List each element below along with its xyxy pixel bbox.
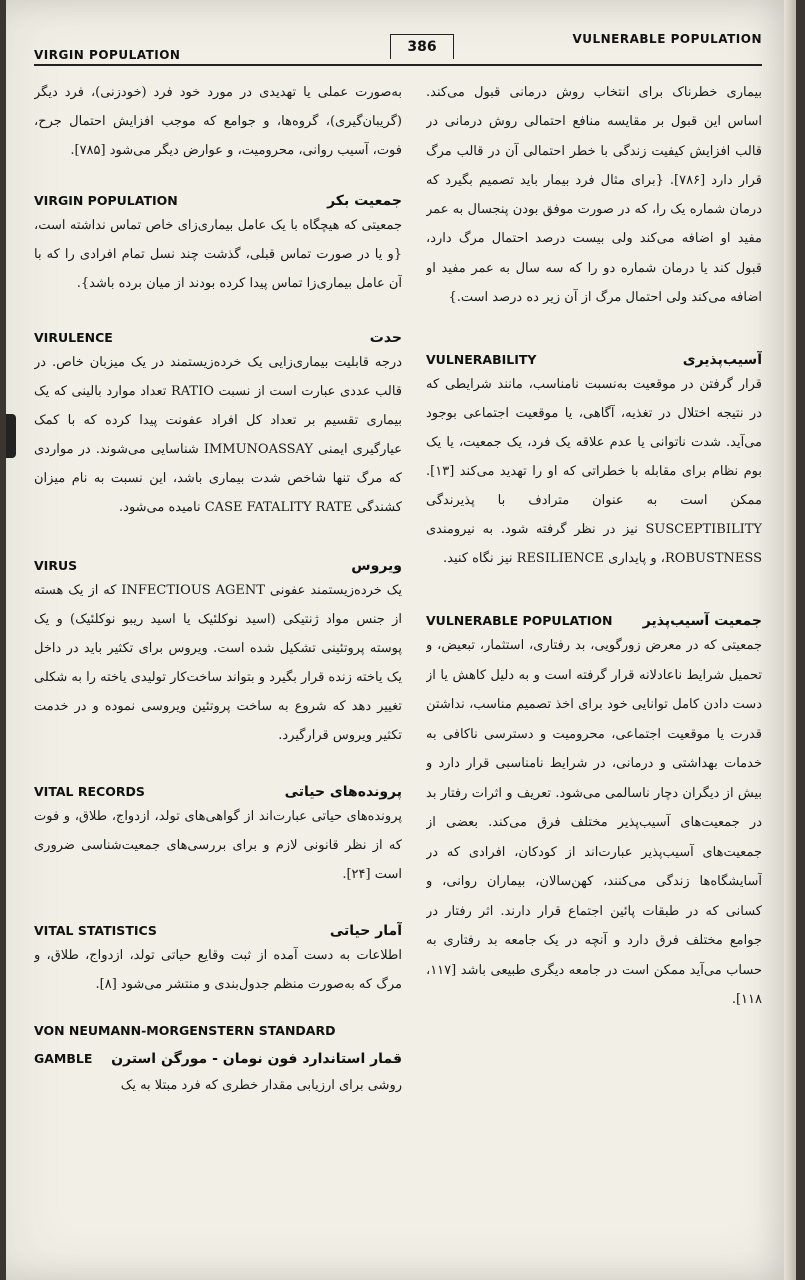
page-edge [784,0,796,1280]
left-column [34,78,402,1258]
running-header [34,30,762,66]
entry-virgin-population [34,183,402,298]
entry-body: اطلاعات به دست آمده از ثبت وقایع حیاتی تولد، ازدواج، طلاق، و مرگ که به‌صورت منظم جدول‌بندی و منتشر می‌شود [۸]. [34,948,402,992]
entry-vital-records [34,774,402,889]
entry-vulnerable-population [426,603,762,1015]
entry-heading [34,548,402,576]
entry-vital-statistics [34,913,402,999]
entry-von-neumann-morgenstern [34,1019,402,1100]
persian-term: آسیب‌پذیری [682,352,762,369]
book-page [6,0,796,1280]
english-term: VIRULENCE [34,330,113,345]
continuation-text: بیماری خطرناک برای انتخاب روش درمانی قبول می‌کند. اساس این قبول بر مقایسه منافع احتمالی روش درمانی در قالب افزایش کیفیت زندگی با خطر احتمالی آن در قالب مرگ قرار دارد [۷۸۶]. {برای مثال فرد بیمار باید تصمیم بگیرد که درمان شماره یک را، که در صورت موفق بودن پنجسال به عمر مفید او اضافه می‌کند ولی بیست درصد احتمال مرگ دارد، قبول کند یا درمان شماره دو را که سه سال به عمر مفید او اضافه می‌کند ولی احتمال مرگ از آن زیر ده درصد است.} [426,85,762,306]
english-term: VIRUS [34,558,78,573]
persian-term: ویروس [351,558,402,574]
entry-body: جمعیتی که هیچگاه با یک عامل بیماری‌زای خاص تماس نداشته است، {و یا در صورت تماس قبلی، گذشت چند نسل تمام افرادی را که با آن عامل بیماری‌زا تماس پیدا کرده بودند از میان برده باشد}. [34,218,402,291]
entry-body: قرار گرفتن در موقعیت به‌نسبت نامناسب، مانند شرایطی که در نتیجه اختلال در تغذیه، آگاهی، یا موقعیت اجتماعی بوجود می‌آید. شدت ناتوانی یا عدم علاقه یک فرد، یک جمعیت، یا یک بوم نظام برای مقابله با خطراتی که او را تهدید می‌کند [۱۳]. ممکن است به عنوان مترادف با پذیرندگی SUSCEPTIBILITY نیز در نظر گرفته شود. به نیرومندی ROBUSTNESS، و پایداری RESILIENCE نیز نگاه کنید. [426,377,762,567]
entry-heading [34,774,402,802]
page-number: 386 [390,34,454,59]
english-term-continued: GAMBLE [34,1051,93,1066]
persian-term: جمعیت بکر [327,193,402,209]
continuation-text: به‌صورت عملی یا تهدیدی در مورد خود فرد (خودزنی)، فرد دیگر (گریبان‌گیری)، گروه‌ها، و جوامع که موجب افزایش احتمال جرح، فوت، آسیب روانی، محرومیت، و عوارض دیگر می‌شود [۷۸۵]. [34,85,402,158]
header-left-term: VIRGIN POPULATION [34,48,181,62]
entry-body: یک خرده‌زیستمند عفونی INFECTIOUS AGENT که از یک هسته از جنس مواد ژنتیکی (اسید نوکلئیک یا اسید ریبو نوکلئیک) و یک پوسته پروتئینی تشکیل شده است. ویروس برای تکثیر باید در داخل یک یاخته زنده قرار بگیرد و بتواند ساخت‌کار تولیدی یاخته را به شکلی تغییر دهد که شروع به ساخت پروتئین ویروسی نموده و در خدمت تکثیر ویروس قرار‌گیرد. [34,583,402,743]
entry-body: جمعیتی که در معرض زورگویی، بد رفتاری، استثمار، تبعیض، و تحمیل شرایط ناعادلانه قرار گرفته است و به دلیل کاهش یا از دست دادن کامل توانایی خود برای اخذ تصمیم مناسب، نداشتن قدرت یا موقعیت اجتماعی، محرومیت و دسترسی ناکافی به خدمات بهداشتی و درمانی، در شرایط نامناسبی قرار دارد و بیش از دیگران دچار ناسالمی می‌شود. تعریف و اثرات رفتار بد در جمعیت‌های آسیب‌پذیر مختلف فرق می‌کند. بعضی از جمعیت‌های آسیب‌پذیر عبارت‌اند از کودکان، افرادی که در آسایشگاه‌ها زندگی می‌کنند، کهن‌سالان، بیماران روانی، و کسانی که در طبقات پائین اجتماع قرار دارند. اثر رفتار در جوامع مختلف فرق دارد و آنچه در یک جامعه بد رفتاری به حساب می‌آید ممکن است در جامعه دیگری طبیعی باشد [۱۱۷، ۱۱۸]. [426,638,762,1008]
persian-term: پرونده‌های حیاتی [284,784,402,800]
entry-body: درجه قابلیت بیماری‌زایی یک خرده‌زیستمند در یک میزبان خاص. در قالب عددی عبارت است از نسبت RATIO تعداد موارد بالینی که یک بیماری تقسیم بر تعداد کل افراد عفونت پیدا کرده که با کمک عیارگیری ایمنی IMMUNOASSAY شناسایی می‌شوند. در مواردی که مرگ تنها شاخص شدت بیماری باشد، این نسبت به نام میزان کشندگی CASE FATALITY RATE نامیده می‌شود. [34,355,402,515]
entry-heading [34,1043,402,1071]
thumb-index-tab [6,414,16,458]
persian-term: حدت [369,330,402,346]
header-right-term: VULNERABLE POPULATION [572,32,762,46]
english-term: VULNERABLE POPULATION [426,613,613,629]
english-term: VITAL RECORDS [34,784,145,799]
entry-body: روشی برای ارزیابی مقدار خطری که فرد مبتلا به یک [120,1078,402,1093]
entry-heading [426,603,762,631]
english-term: VITAL STATISTICS [34,923,157,938]
entry-heading [34,320,402,348]
entry-heading [34,183,402,211]
persian-term: آمار حیاتی [329,923,402,939]
entry-virus [34,548,402,750]
entry-heading [426,342,762,370]
english-term: VULNERABILITY [426,352,537,368]
entry-vulnerability [426,342,762,573]
entry-heading [34,913,402,941]
english-term: VON NEUMANN-MORGENSTERN STANDARD [34,1023,336,1038]
english-term: VIRGIN POPULATION [34,193,178,208]
entry-body: پرونده‌های حیاتی عبارت‌اند از گواهی‌های تولد، ازدواج، طلاق، و فوت که از نظر قانونی لازم و برای بررسی‌های جمعیت‌شناسی ضروری است [۲۴]. [34,809,402,882]
persian-term: جمعیت آسیب‌پذیر [642,613,762,630]
persian-term: قمار استاندارد فون نومان - مورگن استرن [111,1051,402,1067]
right-column [426,78,762,1258]
entry-virulence [34,320,402,522]
